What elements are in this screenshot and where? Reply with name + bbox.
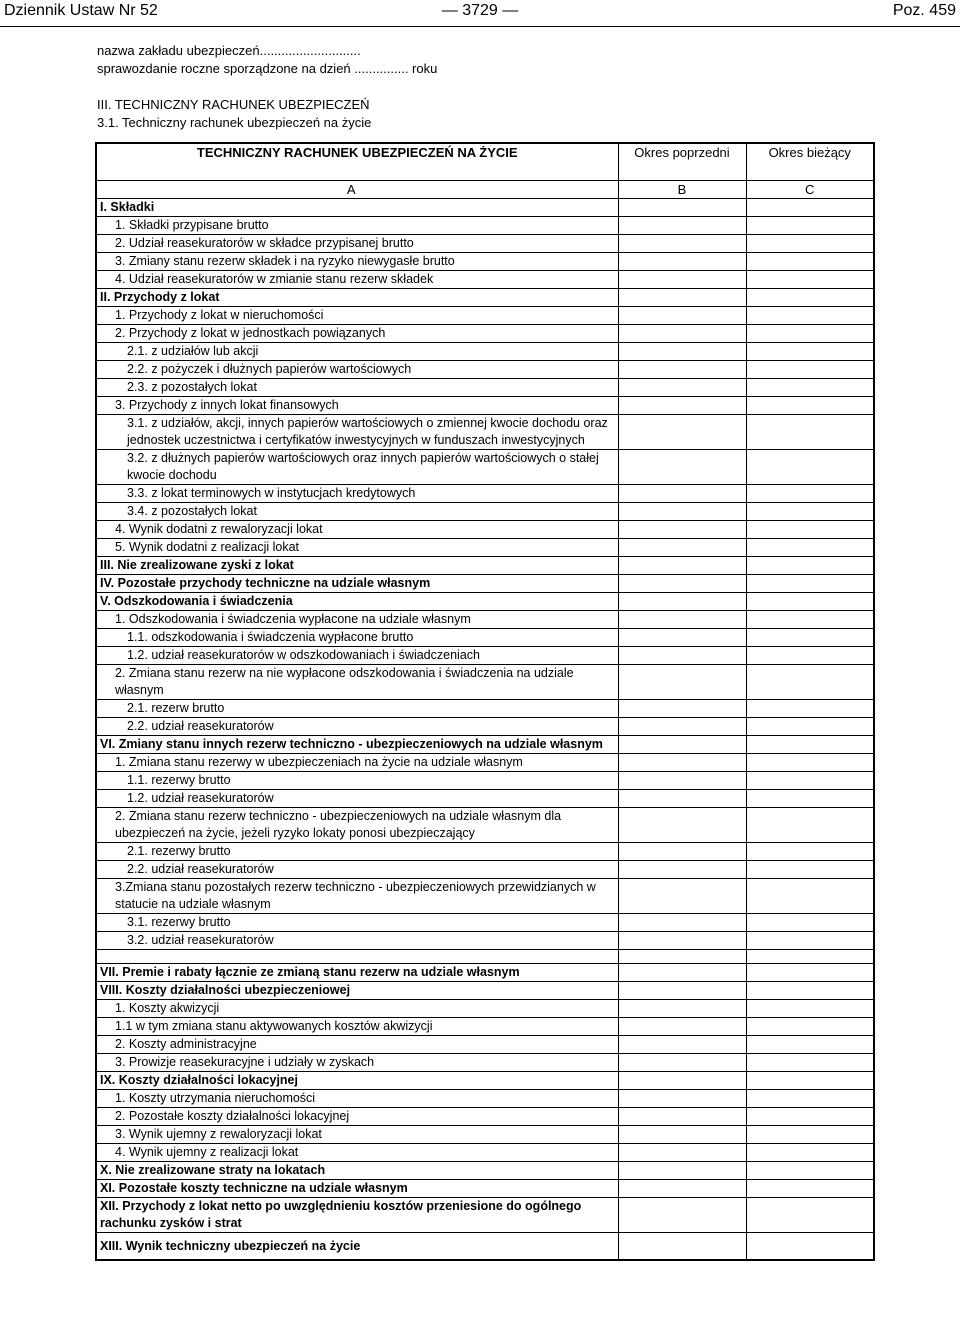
insurer-name-line: nazwa zakładu ubezpieczeń............................ xyxy=(97,43,361,58)
current-period-cell[interactable] xyxy=(746,861,874,879)
current-period-cell[interactable] xyxy=(746,629,874,647)
previous-period-cell[interactable] xyxy=(618,1180,746,1198)
current-period-cell[interactable] xyxy=(746,772,874,790)
row-label: IX. Koszty działalności lokacyjnej xyxy=(96,1072,618,1090)
header-divider xyxy=(0,26,960,27)
row-label: 1.1. odszkodowania i świadczenia wypłacone brutto xyxy=(96,629,618,647)
previous-period-cell[interactable] xyxy=(618,1126,746,1144)
row-label: 1. Koszty akwizycji xyxy=(96,1000,618,1018)
current-period-cell[interactable] xyxy=(746,415,874,450)
table-row xyxy=(96,361,874,379)
row-label: 2. Koszty administracyjne xyxy=(96,1036,618,1054)
table-row xyxy=(96,1162,874,1180)
table-row xyxy=(96,1108,874,1126)
table-row xyxy=(96,718,874,736)
previous-period-cell[interactable] xyxy=(618,1054,746,1072)
current-period-cell[interactable] xyxy=(746,485,874,503)
current-period-cell[interactable] xyxy=(746,1090,874,1108)
row-label xyxy=(96,950,618,964)
table-row xyxy=(96,289,874,307)
row-label: 3. Wynik ujemny z rewaloryzacji lokat xyxy=(96,1126,618,1144)
row-label: 1. Przychody z lokat w nieruchomości xyxy=(96,307,618,325)
previous-period-cell[interactable] xyxy=(618,964,746,982)
current-period-cell[interactable] xyxy=(746,1036,874,1054)
table-row xyxy=(96,1036,874,1054)
previous-period-cell[interactable] xyxy=(618,700,746,718)
previous-period-cell[interactable] xyxy=(618,503,746,521)
current-period-cell[interactable] xyxy=(746,521,874,539)
row-label: VII. Premie i rabaty łącznie ze zmianą stanu rezerw na udziale własnym xyxy=(96,964,618,982)
previous-period-cell[interactable] xyxy=(618,415,746,450)
table-row xyxy=(96,235,874,253)
row-label: 1.1 w tym zmiana stanu aktywowanych kosztów akwizycji xyxy=(96,1018,618,1036)
previous-period-cell[interactable] xyxy=(618,343,746,361)
row-label: 3.3. z lokat terminowych w instytucjach kredytowych xyxy=(96,485,618,503)
current-period-cell[interactable] xyxy=(746,1108,874,1126)
column-header-a: TECHNICZNY RACHUNEK UBEZPIECZEŃ NA ŻYCIE xyxy=(96,143,618,181)
row-label: III. Nie zrealizowane zyski z lokat xyxy=(96,557,618,575)
previous-period-cell[interactable] xyxy=(618,861,746,879)
table-row xyxy=(96,539,874,557)
current-period-cell[interactable] xyxy=(746,217,874,235)
current-period-cell[interactable] xyxy=(746,665,874,700)
row-label: 3.2. udział reasekuratorów xyxy=(96,932,618,950)
current-period-cell[interactable] xyxy=(746,808,874,843)
table-row xyxy=(96,736,874,754)
column-header-b: Okres poprzedni xyxy=(618,143,746,181)
current-period-cell[interactable] xyxy=(746,1233,874,1261)
row-label: 2. Pozostałe koszty działalności lokacyjnej xyxy=(96,1108,618,1126)
current-period-cell[interactable] xyxy=(746,1180,874,1198)
previous-period-cell[interactable] xyxy=(618,253,746,271)
table-row xyxy=(96,1000,874,1018)
previous-period-cell[interactable] xyxy=(618,772,746,790)
subsection-title: 3.1. Techniczny rachunek ubezpieczeń na życie xyxy=(97,115,372,130)
previous-period-cell[interactable] xyxy=(618,1162,746,1180)
table-row xyxy=(96,843,874,861)
current-period-cell[interactable] xyxy=(746,289,874,307)
row-label: 3.4. z pozostałych lokat xyxy=(96,503,618,521)
row-label: 2.1. z udziałów lub akcji xyxy=(96,343,618,361)
current-period-cell[interactable] xyxy=(746,1198,874,1233)
table-row xyxy=(96,1072,874,1090)
current-period-cell[interactable] xyxy=(746,253,874,271)
current-period-cell[interactable] xyxy=(746,718,874,736)
row-label: VI. Zmiany stanu innych rezerw techniczno - ubezpieczeniowych na udziale własnym xyxy=(96,736,618,754)
table-row xyxy=(96,1198,874,1233)
table-row xyxy=(96,199,874,217)
previous-period-cell[interactable] xyxy=(618,325,746,343)
previous-period-cell[interactable] xyxy=(618,1018,746,1036)
row-label: 1.2. udział reasekuratorów xyxy=(96,790,618,808)
row-label: V. Odszkodowania i świadczenia xyxy=(96,593,618,611)
current-period-cell[interactable] xyxy=(746,1162,874,1180)
previous-period-cell[interactable] xyxy=(618,665,746,700)
previous-period-cell[interactable] xyxy=(618,271,746,289)
table-row xyxy=(96,950,874,964)
row-label: 1. Koszty utrzymania nieruchomości xyxy=(96,1090,618,1108)
current-period-cell[interactable] xyxy=(746,982,874,1000)
previous-period-cell[interactable] xyxy=(618,982,746,1000)
row-label: XII. Przychody z lokat netto po uwzględnieniu kosztów przeniesione do ogólnego rachunku zysków i strat xyxy=(96,1198,618,1233)
previous-period-cell[interactable] xyxy=(618,790,746,808)
previous-period-cell[interactable] xyxy=(618,629,746,647)
previous-period-cell[interactable] xyxy=(618,521,746,539)
position-number: Poz. 459 xyxy=(892,2,956,19)
current-period-cell[interactable] xyxy=(746,1126,874,1144)
technical-account-table xyxy=(95,142,875,1261)
row-label: 1. Zmiana stanu rezerwy w ubezpieczeniach na życie na udziale własnym xyxy=(96,754,618,772)
current-period-cell[interactable] xyxy=(746,235,874,253)
table-row xyxy=(96,879,874,914)
current-period-cell[interactable] xyxy=(746,914,874,932)
table-row xyxy=(96,521,874,539)
row-label: XI. Pozostałe koszty techniczne na udziale własnym xyxy=(96,1180,618,1198)
previous-period-cell[interactable] xyxy=(618,289,746,307)
current-period-cell[interactable] xyxy=(746,736,874,754)
row-label: 2.2. z pożyczek i dłużnych papierów wartościowych xyxy=(96,361,618,379)
table-row xyxy=(96,982,874,1000)
previous-period-cell[interactable] xyxy=(618,932,746,950)
table-row xyxy=(96,808,874,843)
section-title: III. TECHNICZNY RACHUNEK UBEZPIECZEŃ xyxy=(97,97,370,112)
row-label: 2. Zmiana stanu rezerw na nie wypłacone odszkodowania i świadczenia na udziale własnym xyxy=(96,665,618,700)
previous-period-cell[interactable] xyxy=(618,361,746,379)
page-header xyxy=(0,0,960,26)
previous-period-cell[interactable] xyxy=(618,450,746,485)
table-row xyxy=(96,861,874,879)
table-row xyxy=(96,790,874,808)
previous-period-cell[interactable] xyxy=(618,593,746,611)
current-period-cell[interactable] xyxy=(746,1000,874,1018)
table-row xyxy=(96,343,874,361)
row-label: XIII. Wynik techniczny ubezpieczeń na życie xyxy=(96,1233,618,1261)
previous-period-cell[interactable] xyxy=(618,485,746,503)
table-row xyxy=(96,772,874,790)
current-period-cell[interactable] xyxy=(746,1018,874,1036)
row-label: 1.2. udział reasekuratorów w odszkodowaniach i świadczeniach xyxy=(96,647,618,665)
row-label: 3. Zmiany stanu rezerw składek i na ryzyko niewygasłe brutto xyxy=(96,253,618,271)
previous-period-cell[interactable] xyxy=(618,379,746,397)
table-row xyxy=(96,647,874,665)
row-label: 2. Udział reasekuratorów w składce przypisanej brutto xyxy=(96,235,618,253)
previous-period-cell[interactable] xyxy=(618,754,746,772)
row-label: 4. Wynik ujemny z realizacji lokat xyxy=(96,1144,618,1162)
table-row xyxy=(96,593,874,611)
column-letter-b: B xyxy=(618,181,746,199)
previous-period-cell[interactable] xyxy=(618,879,746,914)
table-row xyxy=(96,325,874,343)
previous-period-cell[interactable] xyxy=(618,647,746,665)
row-label: 2.3. z pozostałych lokat xyxy=(96,379,618,397)
previous-period-cell[interactable] xyxy=(618,1198,746,1233)
table-row xyxy=(96,964,874,982)
current-period-cell[interactable] xyxy=(746,593,874,611)
table-row xyxy=(96,1180,874,1198)
table-row xyxy=(96,307,874,325)
row-label: II. Przychody z lokat xyxy=(96,289,618,307)
table-row xyxy=(96,557,874,575)
table-header-row xyxy=(96,143,874,181)
previous-period-cell[interactable] xyxy=(618,1233,746,1261)
table-row xyxy=(96,379,874,397)
table-row xyxy=(96,575,874,593)
row-label: 2.1. rezerw brutto xyxy=(96,700,618,718)
previous-period-cell[interactable] xyxy=(618,1144,746,1162)
table-row xyxy=(96,914,874,932)
table-row xyxy=(96,217,874,235)
current-period-cell[interactable] xyxy=(746,503,874,521)
row-label: 2. Przychody z lokat w jednostkach powiązanych xyxy=(96,325,618,343)
current-period-cell[interactable] xyxy=(746,843,874,861)
row-label: 2. Zmiana stanu rezerw techniczno - ubezpieczeniowych na udziale własnym dla ubezpieczeń na życie, jeżeli ryzyko lokaty ponosi ubezpieczający xyxy=(96,808,618,843)
current-period-cell[interactable] xyxy=(746,879,874,914)
row-label: 2.2. udział reasekuratorów xyxy=(96,718,618,736)
row-label: 3.1. z udziałów, akcji, innych papierów wartościowych o zmiennej kwocie dochodu oraz jednostek uczestnictwa i certyfikatów inwestycyjnych w funduszach inwestycyjnych xyxy=(96,415,618,450)
previous-period-cell[interactable] xyxy=(618,843,746,861)
current-period-cell[interactable] xyxy=(746,611,874,629)
previous-period-cell[interactable] xyxy=(618,235,746,253)
current-period-cell[interactable] xyxy=(746,1054,874,1072)
current-period-cell[interactable] xyxy=(746,575,874,593)
current-period-cell[interactable] xyxy=(746,754,874,772)
previous-period-cell[interactable] xyxy=(618,575,746,593)
previous-period-cell[interactable] xyxy=(618,1090,746,1108)
row-label: 2.2. udział reasekuratorów xyxy=(96,861,618,879)
table-row xyxy=(96,665,874,700)
row-label: VIII. Koszty działalności ubezpieczeniowej xyxy=(96,982,618,1000)
row-label: I. Składki xyxy=(96,199,618,217)
table-row xyxy=(96,415,874,450)
previous-period-cell[interactable] xyxy=(618,557,746,575)
table-row xyxy=(96,1090,874,1108)
current-period-cell[interactable] xyxy=(746,325,874,343)
journal-name: Dziennik Ustaw Nr 52 xyxy=(4,2,158,19)
row-label: 2.1. rezerwy brutto xyxy=(96,843,618,861)
current-period-cell[interactable] xyxy=(746,539,874,557)
previous-period-cell[interactable] xyxy=(618,808,746,843)
table-row xyxy=(96,1126,874,1144)
row-label: 3.2. z dłużnych papierów wartościowych oraz innych papierów wartościowych o stałej kwocie dochodu xyxy=(96,450,618,485)
table-row xyxy=(96,253,874,271)
previous-period-cell[interactable] xyxy=(618,950,746,964)
previous-period-cell[interactable] xyxy=(618,718,746,736)
current-period-cell[interactable] xyxy=(746,1144,874,1162)
column-letters-row xyxy=(96,181,874,199)
table-row xyxy=(96,1054,874,1072)
row-label: X. Nie zrealizowane straty na lokatach xyxy=(96,1162,618,1180)
row-label: 3. Przychody z innych lokat finansowych xyxy=(96,397,618,415)
current-period-cell[interactable] xyxy=(746,647,874,665)
table-row xyxy=(96,271,874,289)
table-row xyxy=(96,700,874,718)
current-period-cell[interactable] xyxy=(746,307,874,325)
current-period-cell[interactable] xyxy=(746,557,874,575)
table-row xyxy=(96,1018,874,1036)
current-period-cell[interactable] xyxy=(746,397,874,415)
previous-period-cell[interactable] xyxy=(618,1036,746,1054)
current-period-cell[interactable] xyxy=(746,790,874,808)
current-period-cell[interactable] xyxy=(746,343,874,361)
previous-period-cell[interactable] xyxy=(618,539,746,557)
row-label: 3. Prowizje reasekuracyjne i udziały w zyskach xyxy=(96,1054,618,1072)
table-row xyxy=(96,450,874,485)
row-label: 3.Zmiana stanu pozostałych rezerw techniczno - ubezpieczeniowych przewidzianych w statucie na udziale własnym xyxy=(96,879,618,914)
row-label: 4. Udział reasekuratorów w zmianie stanu rezerw składek xyxy=(96,271,618,289)
table-row xyxy=(96,754,874,772)
current-period-cell[interactable] xyxy=(746,932,874,950)
row-label: 5. Wynik dodatni z realizacji lokat xyxy=(96,539,618,557)
row-label: 4. Wynik dodatni z rewaloryzacji lokat xyxy=(96,521,618,539)
current-period-cell[interactable] xyxy=(746,271,874,289)
table-row xyxy=(96,932,874,950)
table-row xyxy=(96,1233,874,1261)
previous-period-cell[interactable] xyxy=(618,736,746,754)
row-label: IV. Pozostałe przychody techniczne na udziale własnym xyxy=(96,575,618,593)
current-period-cell[interactable] xyxy=(746,700,874,718)
row-label: 3.1. rezerwy brutto xyxy=(96,914,618,932)
current-period-cell[interactable] xyxy=(746,450,874,485)
current-period-cell[interactable] xyxy=(746,1072,874,1090)
table-row xyxy=(96,485,874,503)
table-row xyxy=(96,1144,874,1162)
current-period-cell[interactable] xyxy=(746,361,874,379)
current-period-cell[interactable] xyxy=(746,199,874,217)
previous-period-cell[interactable] xyxy=(618,1108,746,1126)
previous-period-cell[interactable] xyxy=(618,397,746,415)
column-header-c: Okres bieżący xyxy=(746,143,874,181)
previous-period-cell[interactable] xyxy=(618,1072,746,1090)
current-period-cell[interactable] xyxy=(746,964,874,982)
page-number: — 3729 — xyxy=(441,2,519,19)
current-period-cell[interactable] xyxy=(746,950,874,964)
previous-period-cell[interactable] xyxy=(618,217,746,235)
column-letter-a: A xyxy=(96,181,618,199)
row-label: 1. Odszkodowania i świadczenia wypłacone na udziale własnym xyxy=(96,611,618,629)
previous-period-cell[interactable] xyxy=(618,1000,746,1018)
previous-period-cell[interactable] xyxy=(618,914,746,932)
table-row xyxy=(96,629,874,647)
report-date-line: sprawozdanie roczne sporządzone na dzień ............... roku xyxy=(97,61,438,76)
previous-period-cell[interactable] xyxy=(618,611,746,629)
table-row xyxy=(96,397,874,415)
previous-period-cell[interactable] xyxy=(618,307,746,325)
table-row xyxy=(96,503,874,521)
row-label: 1.1. rezerwy brutto xyxy=(96,772,618,790)
table-row xyxy=(96,611,874,629)
row-label: 1. Składki przypisane brutto xyxy=(96,217,618,235)
previous-period-cell[interactable] xyxy=(618,199,746,217)
column-letter-c: C xyxy=(746,181,874,199)
current-period-cell[interactable] xyxy=(746,379,874,397)
